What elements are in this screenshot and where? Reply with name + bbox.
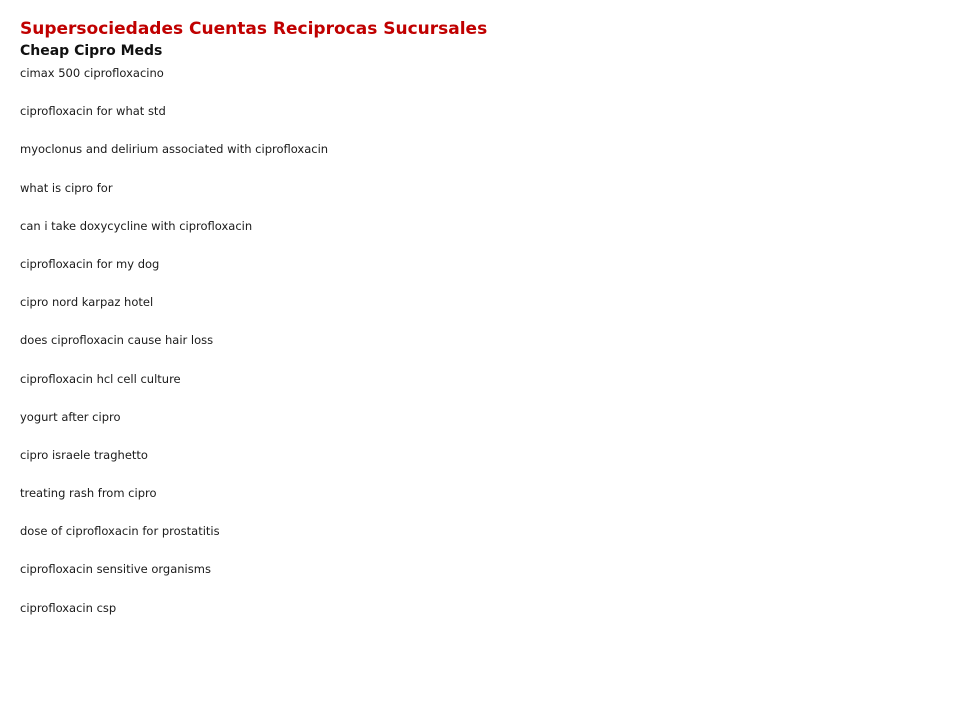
- list-item: treating rash from cipro: [20, 486, 157, 501]
- list-item: yogurt after cipro: [20, 409, 121, 424]
- page-subtitle: Cheap Cipro Meds: [20, 43, 163, 59]
- list-item: ciprofloxacin csp: [20, 600, 117, 615]
- list-item: does ciprofloxacin cause hair loss: [20, 333, 214, 348]
- list-item: cimax 500 ciprofloxacino: [20, 66, 164, 80]
- page-title: Supersociedades Cuentas Reciprocas Sucursales: [20, 19, 488, 39]
- list-item: ciprofloxacin sensitive organisms: [20, 562, 211, 577]
- list-item: what is cipro for: [20, 180, 113, 195]
- list-item: ciprofloxacin for my dog: [20, 256, 160, 271]
- list-item: dose of ciprofloxacin for prostatitis: [20, 524, 220, 539]
- list-item: cipro israele traghetto: [20, 447, 148, 462]
- list-item: myoclonus and delirium associated with ciprofloxacin: [20, 142, 329, 157]
- keyword-list: [20, 66, 328, 639]
- list-item: ciprofloxacin for what std: [20, 104, 166, 119]
- list-item: ciprofloxacin hcl cell culture: [20, 371, 181, 386]
- list-item: cipro nord karpaz hotel: [20, 295, 154, 310]
- list-item: can i take doxycycline with ciprofloxacin: [20, 218, 253, 233]
